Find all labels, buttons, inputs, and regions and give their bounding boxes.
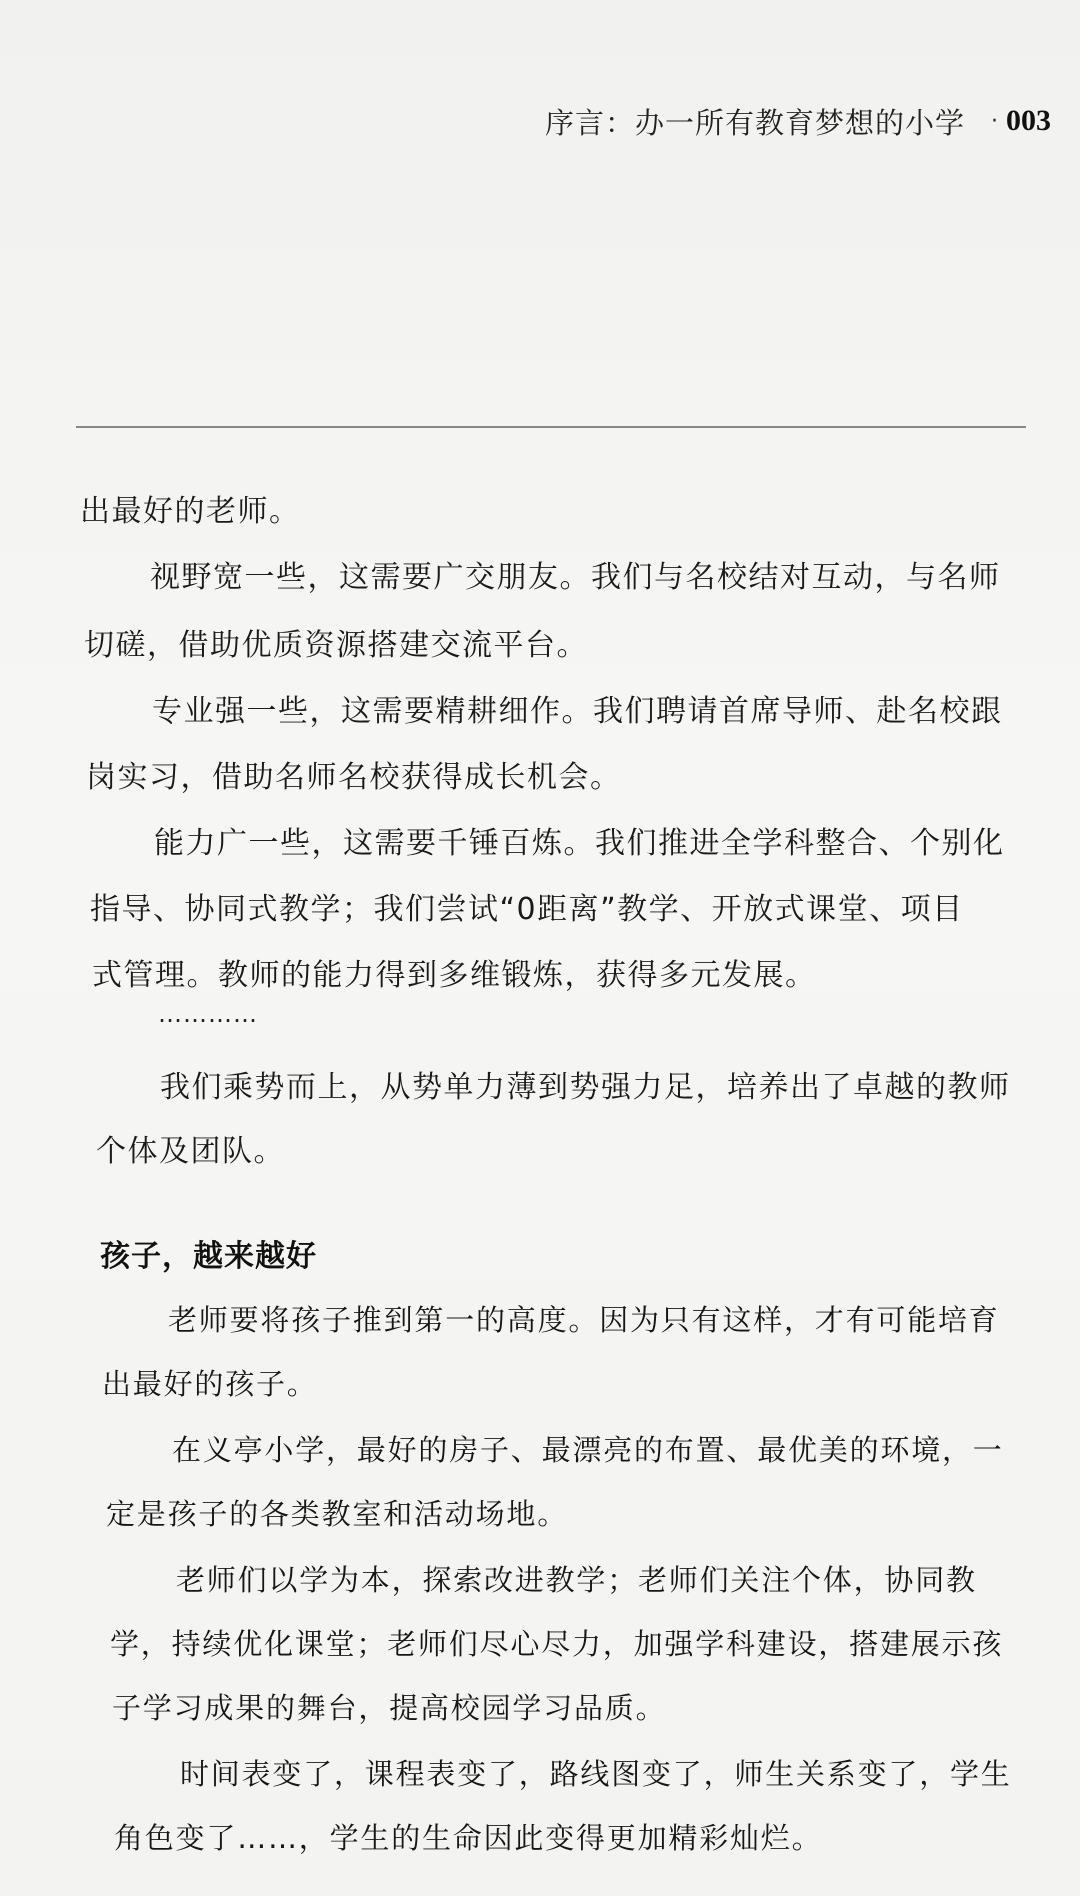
text-line: 角色变了……，学生的生命因此变得更加精彩灿烂。 <box>114 1821 823 1855</box>
running-header-separator: · <box>991 108 999 134</box>
text-line: 在义亭小学，最好的房子、最漂亮的布置、最优美的环境，一 <box>172 1433 1004 1467</box>
text-line: 时间表变了，课程表变了，路线图变了，师生关系变了，学生 <box>180 1757 1012 1791</box>
text-line: 老师要将孩子推到第一的高度。因为只有这样，才有可能培育 <box>168 1303 1000 1337</box>
text-line: 能力广一些，这需要千锤百炼。我们推进全学科整合、个别化 <box>154 826 1005 861</box>
text-line: 切磋，借助优质资源搭建交流平台。 <box>84 628 588 663</box>
header-divider <box>76 426 1026 428</box>
text-line: 专业强一些，这需要精耕细作。我们聘请首席导师、赴名校跟 <box>152 694 1003 729</box>
text-line: 视野宽一些，这需要广交朋友。我们与名校结对互动，与名师 <box>150 560 1001 595</box>
running-header <box>545 96 1050 146</box>
text-line: 个体及团队。 <box>96 1134 285 1169</box>
text-line: 式管理。教师的能力得到多维锻炼，获得多元发展。 <box>92 958 817 993</box>
text-line: 老师们以学为本，探索改进教学；老师们关注个体，协同教 <box>176 1563 977 1597</box>
text-line: 岗实习，借助名师名校获得成长机会。 <box>86 760 622 795</box>
page-number: 003 <box>1006 104 1052 137</box>
text-line: 学，持续优化课堂；老师们尽心尽力，加强学科建设，搭建展示孩 <box>110 1627 1004 1661</box>
text-line: 出最好的孩子。 <box>102 1367 318 1401</box>
section-heading: 孩子，越来越好 <box>100 1239 317 1274</box>
ellipsis-separator: ………… <box>158 1000 258 1028</box>
text-line: 出最好的老师。 <box>80 494 301 529</box>
text-line: 指导、协同式教学；我们尝试“0距离”教学、开放式课堂、项目 <box>90 892 964 927</box>
text-line: 定是孩子的各类教室和活动场地。 <box>106 1497 569 1531</box>
text-line: 我们乘势而上，从势单力薄到势强力足，培养出了卓越的教师 <box>160 1070 1011 1105</box>
running-header-title: 序言：办一所有教育梦想的小学 <box>545 105 966 140</box>
text-line: 子学习成果的舞台，提高校园学习品质。 <box>112 1691 667 1725</box>
